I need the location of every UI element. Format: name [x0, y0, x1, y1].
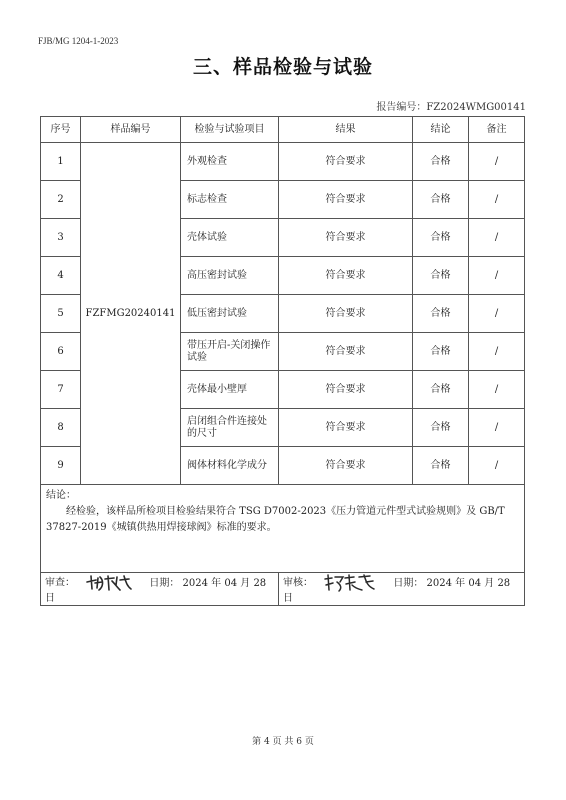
test-remark: /: [469, 143, 525, 181]
approver-label: 审核：: [283, 577, 313, 589]
sample-number-cell: FZFMG20240141: [81, 143, 181, 485]
test-item: 低压密封试验: [181, 295, 279, 333]
row-number: 7: [41, 371, 81, 409]
report-number: 报告编号：FZ2024WMG00141: [376, 102, 526, 113]
test-conclusion: 合格: [413, 181, 469, 219]
approver-cell: [279, 573, 525, 606]
test-remark: /: [469, 257, 525, 295]
conclusion-label: 结论：: [46, 490, 76, 501]
test-result: 符合要求: [279, 447, 413, 485]
test-conclusion: 合格: [413, 371, 469, 409]
reviewer-signature: [84, 573, 134, 593]
row-number: 3: [41, 219, 81, 257]
test-remark: /: [469, 409, 525, 447]
test-remark: /: [469, 333, 525, 371]
column-header-sample-no: 样品编号: [81, 117, 181, 143]
test-conclusion: 合格: [413, 409, 469, 447]
column-header-remark: 备注: [469, 117, 525, 143]
table-row: [41, 143, 525, 181]
row-number: 2: [41, 181, 81, 219]
test-conclusion: 合格: [413, 257, 469, 295]
column-header-conclusion: 结论: [413, 117, 469, 143]
page-footer: 第 4 页 共 6 页: [252, 737, 314, 747]
conclusion-cell: [41, 485, 525, 573]
approver-signature: [322, 573, 378, 593]
test-result: 符合要求: [279, 295, 413, 333]
test-item: 壳体最小壁厚: [181, 371, 279, 409]
approver-date: 日期： 2024 年 04 月 28 日: [283, 577, 511, 604]
reviewer-cell: [41, 573, 279, 606]
column-header-item: 检验与试验项目: [181, 117, 279, 143]
inspection-table: [40, 116, 525, 606]
row-number: 5: [41, 295, 81, 333]
test-item: 外观检查: [181, 143, 279, 181]
test-conclusion: 合格: [413, 143, 469, 181]
row-number: 9: [41, 447, 81, 485]
document-code: FJB/MG 1204-1-2023: [38, 36, 119, 46]
test-conclusion: 合格: [413, 333, 469, 371]
test-conclusion: 合格: [413, 447, 469, 485]
page-title: 三、样品检验与试验: [192, 56, 373, 78]
test-remark: /: [469, 447, 525, 485]
test-conclusion: 合格: [413, 295, 469, 333]
test-result: 符合要求: [279, 333, 413, 371]
test-result: 符合要求: [279, 181, 413, 219]
conclusion-text: 经检验，该样品所检项目检验结果符合 TSG D7002-2023《压力管道元件型式试验规则》及 GB/T 37827-2019《城镇供热用焊接球阀》标准的要求。: [46, 506, 505, 533]
row-number: 6: [41, 333, 81, 371]
signoff-row: [41, 573, 525, 606]
table-header-row: [41, 117, 525, 143]
test-result: 符合要求: [279, 219, 413, 257]
row-number: 8: [41, 409, 81, 447]
row-number: 1: [41, 143, 81, 181]
test-item: 启闭组合件连接处的尺寸: [181, 409, 279, 447]
test-remark: /: [469, 219, 525, 257]
column-header-result: 结果: [279, 117, 413, 143]
test-item: 带压开启-关闭操作试验: [181, 333, 279, 371]
conclusion-row: [41, 485, 525, 573]
test-item: 壳体试验: [181, 219, 279, 257]
test-conclusion: 合格: [413, 219, 469, 257]
test-result: 符合要求: [279, 371, 413, 409]
test-item: 高压密封试验: [181, 257, 279, 295]
test-remark: /: [469, 295, 525, 333]
test-item: 标志检查: [181, 181, 279, 219]
reviewer-label: 审查：: [45, 577, 75, 589]
test-result: 符合要求: [279, 143, 413, 181]
reviewer-date: 日期： 2024 年 04 月 28 日: [45, 577, 267, 604]
row-number: 4: [41, 257, 81, 295]
column-header-no: 序号: [41, 117, 81, 143]
test-result: 符合要求: [279, 257, 413, 295]
test-item: 阀体材料化学成分: [181, 447, 279, 485]
test-remark: /: [469, 371, 525, 409]
test-remark: /: [469, 181, 525, 219]
test-result: 符合要求: [279, 409, 413, 447]
